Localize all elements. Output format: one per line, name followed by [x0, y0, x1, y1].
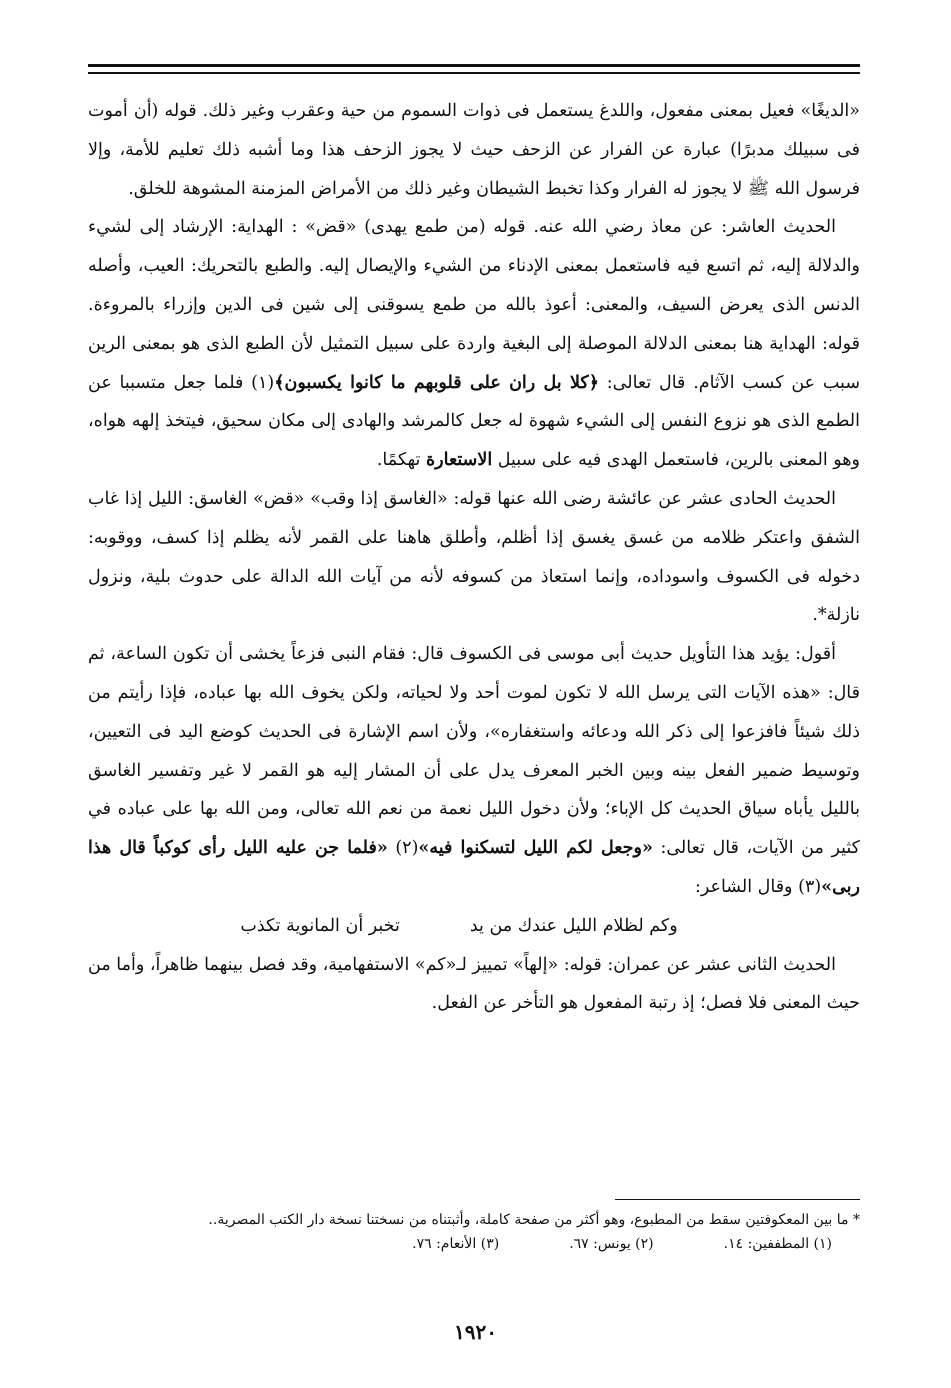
text-run: «الديغًا» فعيل بمعنى مفعول، واللدغ يستعمل فى ذوات السموم من حية وعقرب وغير ذلك. قوله (أن أموت فى سبيلك مدبرًا) عبارة عن الفرار عن الزحف حيث لا يجوز الزحف هذا وما أشبه ذلك تعليم للأمة، وإلا فرسول الله ﷺ لا يجوز له الفرار وكذا تخبط الشيطان وغير ذلك من الأمراض المزمنة المشوهة للخلق.: [88, 101, 860, 199]
footnote-ref-2: (٢) يونس: ٦٧.: [569, 1236, 654, 1252]
text-run: أقول: يؤيد هذا التأويل حديث أبى موسى فى الكسوف قال: فقام النبى فزعاً يخشى أن تكون الساعة، ثم قال: «هذه الآيات التى يرسل الله لا تكون لموت أحد ولا لحياته، ولكن يخوف الله بها عباده، فإذا رأيتم من ذلك شيئاً فافزعوا إلى ذكر الله ودعائه واستغفاره»، ولأن اسم الإشارة فى الحديث كوضع اليد فى التعيين، وتوسيط ضمير الفعل بينه وبين الخبر المعرف يدل على أن المشار إليه هو القمر لا غير وتفسير الغاسق بالليل يأباه سياق الحديث كل الإباء؛ ولأن دخول الليل نعمة من نعم الله تعالى، ومن الله بها على عباده في كثير من الآيات، قال تعالى:: [88, 644, 860, 859]
text-run: (٢): [387, 838, 419, 859]
text-run: (١) فلما جعل متسببا عن الطمع الذى هو نزوع النفس إلى الشيء شهوة له جعل كالمرشد والهادى إلى مكان سحيق، فيتخذ إلهه هواه، وهو المعنى بالرين، فاستعمل الهدى فيه على سبيل: [88, 372, 860, 471]
quoted-text: «فلما جن عليه الليل رأى كوكباً قال هذا ربى»: [88, 838, 860, 897]
text-run: الحديث الثانى عشر عن عمران: قوله: «إلهاً» تمييز لـ«كم» الاستفهامية، وقد فصل بينهما ظاهراً، وأما من حيث المعنى فلا فصل؛ إذ رتبة المفعول هو التأخر عن الفعل.: [88, 954, 860, 1014]
main-text: [88, 92, 860, 1023]
body-paragraph: [88, 635, 860, 907]
text-run: (٣) وقال الشاعر:: [694, 876, 822, 897]
text-run: تهكمًا.: [376, 450, 426, 471]
footnotes: [88, 1208, 860, 1256]
footnote-ref-3: (٣) الأنعام: ٧٦.: [412, 1236, 500, 1252]
body-paragraph: [88, 480, 860, 635]
body-paragraph: [88, 208, 860, 480]
footnote-ref-1: (١) المطففين: ١٤.: [723, 1236, 832, 1252]
footnote-references: [88, 1232, 860, 1256]
quoted-text: ﴿كلا بل ران على قلوبهم ما كانوا يكسبون﴾: [274, 372, 599, 393]
verse-hemistich-left: تخبر أن المانوية تكذب: [240, 915, 400, 936]
page-number: ١٩٢٠: [454, 1320, 497, 1344]
top-rule-thick: [88, 64, 860, 67]
text-run: الحديث العاشر: عن معاذ رضي الله عنه. قوله (من طمع يهدى) «قض» : الهداية: الإرشاد إلى لشيء والدلالة إليه، ثم اتسع فيه فاستعمل بمعنى الإدناء من الشيء والإيصال إليه. والطبع بالتحريك: العيب، وأصله الدنس الذى يعرض السيف، والمعنى: أعوذ بالله من طمع يسوقنى إلى شين فى الدين وإزراء بالمروءة. قوله: الهداية هنا بمعنى الدلالة الموصلة إلى البغية واردة على سبيل التمثيل لأن الطبع الذى هو بمعنى الرين سبب عن كسب الآثام. قال تعالى:: [88, 217, 860, 393]
verse-hemistich-right: وكم لظلام الليل عندك من يد: [469, 915, 678, 936]
body-paragraph: [88, 92, 860, 208]
text-run: الحديث الحادى عشر عن عائشة رضى الله عنها قوله: «الغاسق إذا وقب» «قض» الغاسق: الليل إذا غاب الشفق واعتكر ظلامه من غسق يغسق إذا أظلم، وأطلق هاهنا على القمر لأنه يظلم إذا كسف، ووقوبه: دخوله فى الكسوف واسوداده، وإنما استعاذ من كسوفه لأنه من آيات الله الدالة على حدوث بلية، ونزول نازلة*.: [88, 488, 860, 626]
footnote-star: * ما بين المعكوفتين سقط من المطبوع، وهو أكثر من صفحة كاملة، وأثبتناه من نسختنا نسخة دار الكتب المصرية..: [208, 1212, 860, 1228]
quoted-text: «وجعل لكم الليل لتسكنوا فيه»: [418, 838, 653, 859]
top-rule-thin: [88, 72, 860, 74]
quoted-text: الاستعارة: [426, 450, 493, 471]
body-paragraph: [88, 946, 860, 1024]
poetry-verse: [88, 907, 860, 946]
footnote-separator: [615, 1199, 860, 1200]
